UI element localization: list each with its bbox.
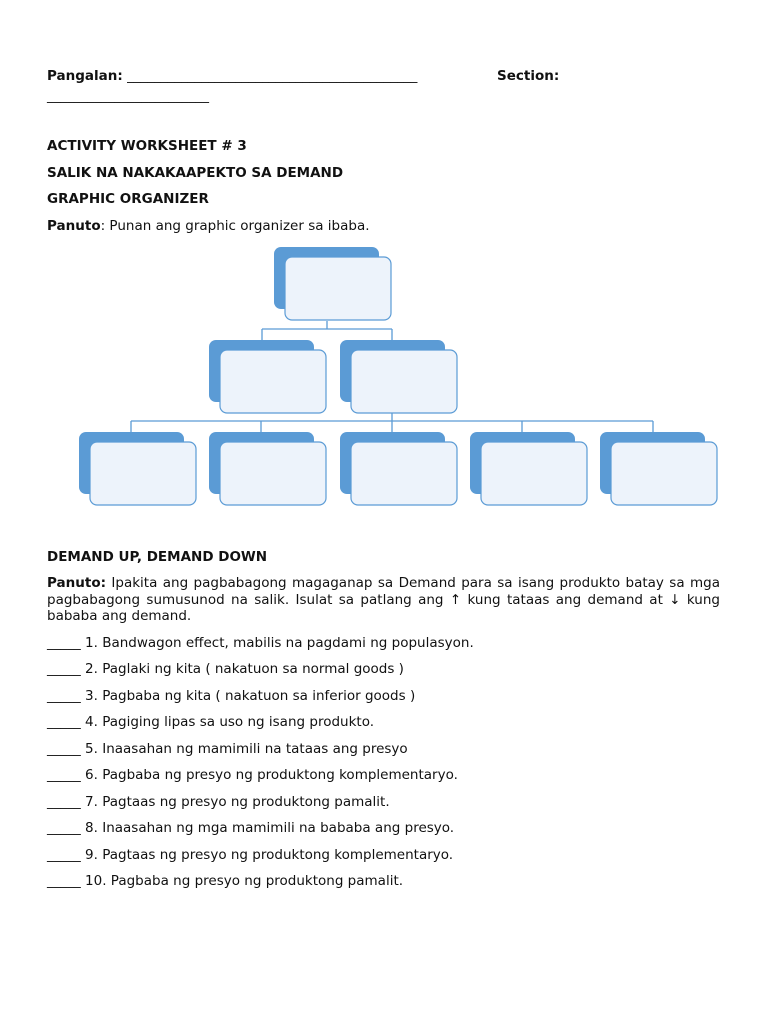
organizer-box-bottom-5: [600, 432, 717, 505]
demand-instruction-text: Ipakita ang pagbabagong magaganap sa Demand para sa isang produkto batay sa mga pagbabagong sumusunod na salik. Isulat sa patlang ang ↑ kung tataas ang demand at ↓ kung bababa ang demand.: [47, 575, 720, 624]
name-line: [47, 68, 738, 84]
list-item: _____ 10. Pagbaba ng presyo ng produktong pamalit.: [47, 873, 404, 889]
name-blank: ___________________________________________: [127, 68, 418, 84]
instruction-text: : Punan ang graphic organizer sa ibaba.: [100, 218, 370, 234]
organizer-heading: GRAPHIC ORGANIZER: [47, 191, 209, 207]
list-item: _____ 5. Inaasahan ng mamimili na tataas ang presyo: [47, 741, 408, 757]
organizer-instruction: [47, 218, 370, 234]
instruction-label: Panuto: [47, 218, 101, 234]
organizer-box-bottom-3: [340, 432, 457, 505]
list-item: _____ 8. Inaasahan ng mga mamimili na bababa ang presyo.: [47, 820, 455, 836]
name-label: Pangalan:: [47, 68, 123, 84]
connector-line: [131, 413, 653, 432]
organizer-box-bottom-2: [209, 432, 326, 505]
organizer-box-bottom-4: [470, 432, 587, 505]
list-item: _____ 7. Pagtaas ng presyo ng produktong pamalit.: [47, 794, 390, 810]
organizer-box-bottom-1: [79, 432, 196, 505]
section-blank: ________________________: [47, 88, 209, 104]
organizer-nodes: [79, 247, 717, 505]
list-item: _____ 9. Pagtaas ng presyo ng produktong komplementaryo.: [47, 847, 454, 863]
organizer-box-middle-left: [209, 340, 326, 413]
worksheet-subtitle: SALIK NA NAKAKAAPEKTO SA DEMAND: [47, 165, 344, 181]
organizer-box-middle-right: [340, 340, 457, 413]
worksheet-title: ACTIVITY WORKSHEET # 3: [47, 138, 247, 154]
connector-line: [262, 321, 392, 340]
graphic-organizer: [0, 240, 768, 515]
list-item: _____ 4. Pagiging lipas sa uso ng isang produkto.: [47, 714, 375, 730]
demand-instruction-label: Panuto:: [47, 575, 106, 591]
organizer-box-top: [274, 247, 391, 320]
demand-instruction: [47, 575, 720, 625]
list-item: _____ 1. Bandwagon effect, mabilis na pagdami ng populasyon.: [47, 635, 474, 651]
section-label: Section:: [497, 68, 560, 84]
demand-heading: DEMAND UP, DEMAND DOWN: [47, 549, 268, 565]
list-item: _____ 3. Pagbaba ng kita ( nakatuon sa inferior goods ): [47, 688, 416, 704]
list-item: _____ 6. Pagbaba ng presyo ng produktong komplementaryo.: [47, 767, 458, 783]
list-item: _____ 2. Paglaki ng kita ( nakatuon sa normal goods ): [47, 661, 404, 677]
